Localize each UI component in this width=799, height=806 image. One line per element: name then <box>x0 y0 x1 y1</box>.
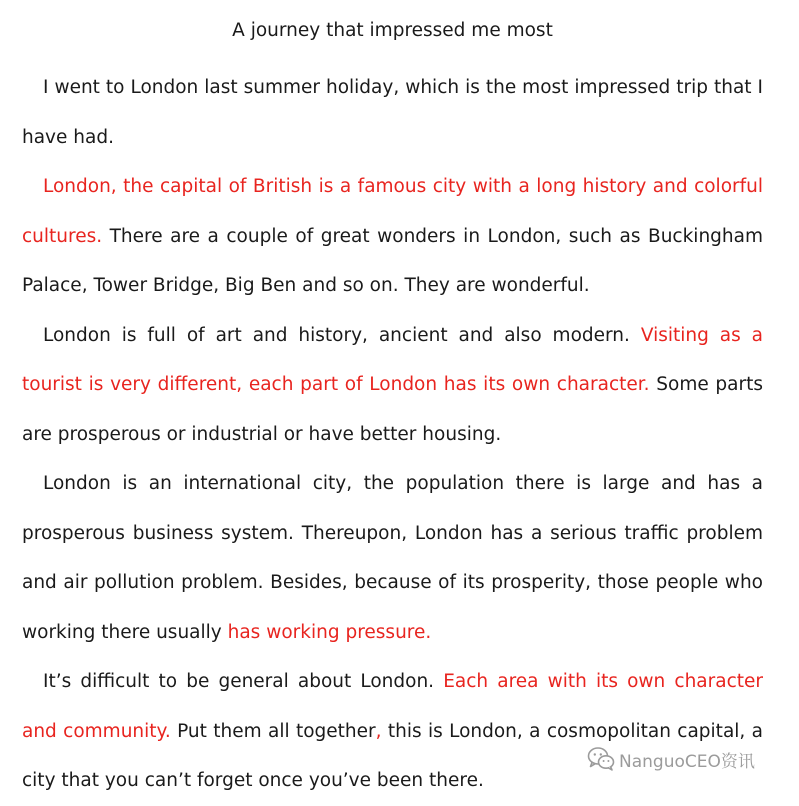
body-text: There are a couple of great wonders in London, such as Buckingham Palace, Tower Bridge, Big Ben and so on. They are wonderful. <box>22 225 763 296</box>
document-body <box>22 63 763 806</box>
paragraph <box>22 162 763 311</box>
paragraph <box>22 657 763 806</box>
highlighted-text: , <box>375 720 382 742</box>
paragraph <box>22 459 763 657</box>
wechat-icon <box>587 746 615 772</box>
highlighted-text: has working pressure. <box>227 621 432 643</box>
document-page <box>22 14 763 806</box>
watermark <box>587 744 755 774</box>
paragraph <box>22 311 763 460</box>
body-text: Put them all together <box>170 720 376 742</box>
body-text: It’s difficult to be general about London. <box>43 671 444 692</box>
highlighted-text: London, the capital of British is a famous city with a long history and colorful cultures. <box>22 176 763 247</box>
body-text: Some parts are prosperous or industrial or have better housing. <box>22 374 763 445</box>
watermark-text: NanguoCEO资讯 <box>619 751 755 772</box>
body-text: London is full of art and history, ancient and also modern. <box>43 324 641 346</box>
highlighted-text: Each area with its own character and community. <box>22 671 763 742</box>
body-text: this is London, a cosmopolitan capital, a city that you can’t forget once you’ve been there. <box>22 720 763 791</box>
document-title: A journey that impressed me most <box>232 20 553 41</box>
body-text: London is an international city, the population there is large and has a prosperous business system. Thereupon, London has a serious traffic problem and air pollution problem. Besides, because of its prosperity, those people who working there usually <box>22 473 763 643</box>
body-text: I went to London last summer holiday, which is the most impressed trip that I have had. <box>22 77 763 148</box>
paragraph <box>22 63 763 162</box>
highlighted-text: Visiting as a tourist is very different, each part of London has its own character. <box>22 324 763 395</box>
